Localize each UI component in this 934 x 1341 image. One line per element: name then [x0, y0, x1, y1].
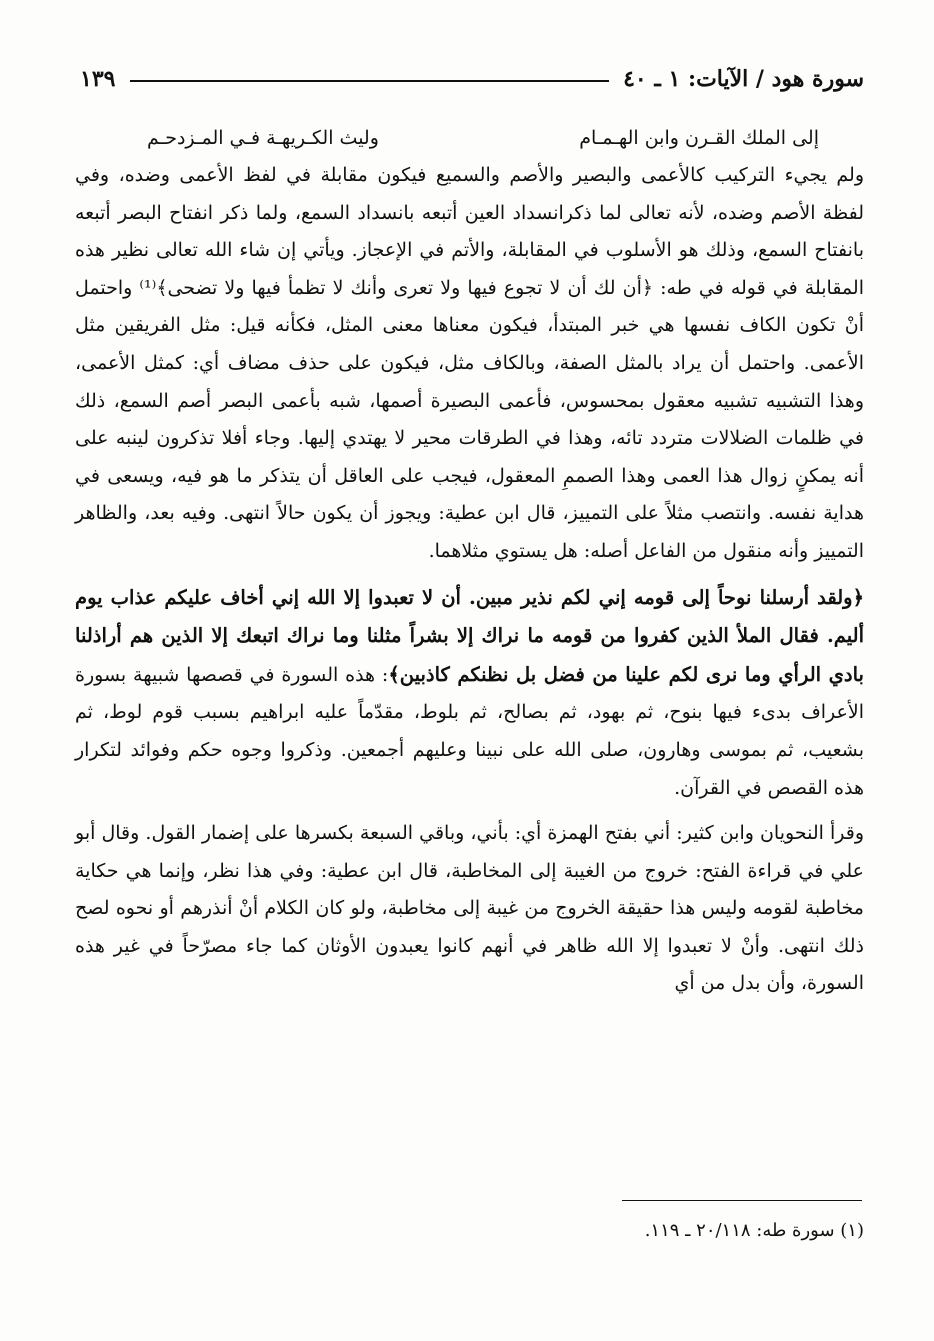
paragraph-1: ولم يجيء التركيب كالأعمى والبصير والأصم والسميع فيكون مقابلة في لفظ الأعمى وضده، وفي لفظة الأصم وضده، لأنه تعالى لما ذكرانسداد العين أتبعه بانسداد السمع، ولما ذكر انفتاح البصر أتبعه بانفتاح السمع، وذلك هو الأسلوب في المقابلة، والأتم في الإعجاز. ويأتي إن شاء الله تعالى نظير هذه المقابلة في قوله في طه: ﴿أن لك أن لا تجوع فيها ولا تعرى وأنك لا تظمأ فيها ولا تضحى﴾⁽¹⁾ واحتمل أنْ تكون الكاف نفسها هي خبر المبتدأ، فيكون معناها معنى المثل، فكأنه قيل: مثل الفريقين مثل الأعمى. واحتمل أن يراد بالمثل الصفة، وبالكاف مثل، فيكون على حذف مضاف أي: كمثل الأعمى، وهذا التشبيه تشبيه معقول بمحسوس، فأعمى البصيرة أصمها، شبه بأعمى البصر أصم السمع، ذلك في ظلمات الضلالات متردد تائه، وهذا في الطرقات محير لا يهتدي إليها. وجاء أفلا تذكرون لينبه على أنه يمكنٍ زوال هذا العمى وهذا الصممِ المعقول، فيجب على العاقل أن يتذكر ما هو فيه، ويسعى في هداية نفسه. وانتصب مثلاً على التمييز، قال ابن عطية: ويجوز أن يكون حالاً انتهى. وفيه بعد، والظاهر التمييز وأنه منقول من الفاعل أصله: هل يستوي مثلاهما. — [75, 164, 865, 562]
footnote-rule — [622, 1200, 862, 1201]
poetry-verse — [75, 120, 864, 157]
page-number: ١٣٩ — [80, 66, 116, 92]
running-title: سورة هود / الآيات: ١ ـ ٤٠ — [623, 66, 864, 92]
header-rule — [130, 80, 609, 82]
verse-hemistich-left: وليث الكـريهـة فـي المـزدحـم — [147, 127, 379, 149]
commentary-text: : هذه السورة في قصصها شبيهة بسورة الأعراف بدىء فيها بنوح، ثم بهود، ثم بصالح، ثم بلوط، مقدّماً عليه ابراهيم بسبب قوم لوط، ثم بشعيب، ثم بموسى وهارون، صلى الله على نبينا وعليهم أجمعين. وذكروا وجوه حكم وفوائد لتكرار هذه القصص في القرآن. — [75, 663, 864, 799]
page-header — [80, 62, 864, 102]
paragraph-last: وقرأ النحويان وابن كثير: أني بفتح الهمزة أي: بأني، وباقي السبعة بكسرها على إضمار القول. وقال أبو علي في قراءة الفتح: خروج من الغيبة إلى المخاطبة، قال ابن عطية: وفي هذا نظر، وإنما هي حكاية مخاطبة لقومه وليس هذا حقيقة الخروج من غيبة إلى مخاطبة، ولو كان الكلام أنْ أنذرهم أو نحوه لصح ذلك انتهى. وأنْ لا تعبدوا إلا الله ظاهر في أنهم كانوا يعبدون الأوثان كما جاء مصرّحاً في غير هذه السورة، وأن بدل من أي — [75, 822, 864, 995]
quran-paragraph — [75, 579, 864, 808]
main-text — [75, 120, 864, 1003]
footnote: (١) سورة طه: ٢٠/١١٨ ـ ١١٩. — [644, 1220, 864, 1241]
verse-hemistich-right: إلى الملك القـرن وابن الهـمـام — [579, 127, 819, 149]
quran-passage: ﴿ولقد أرسلنا نوحاً إلى قومه إني لكم نذير مبين. أن لا تعبدوا إلا الله إني أخاف عليكم عذاب يوم أليم. فقال الملأ الذين كفروا من قومه ما نراك إلا بشراً مثلنا وما نراك اتبعك إلا الذين هم أراذلنا بادي الرأي وما نرى لكم علينا من فضل بل نظنكم كاذبين﴾ — [75, 585, 864, 686]
